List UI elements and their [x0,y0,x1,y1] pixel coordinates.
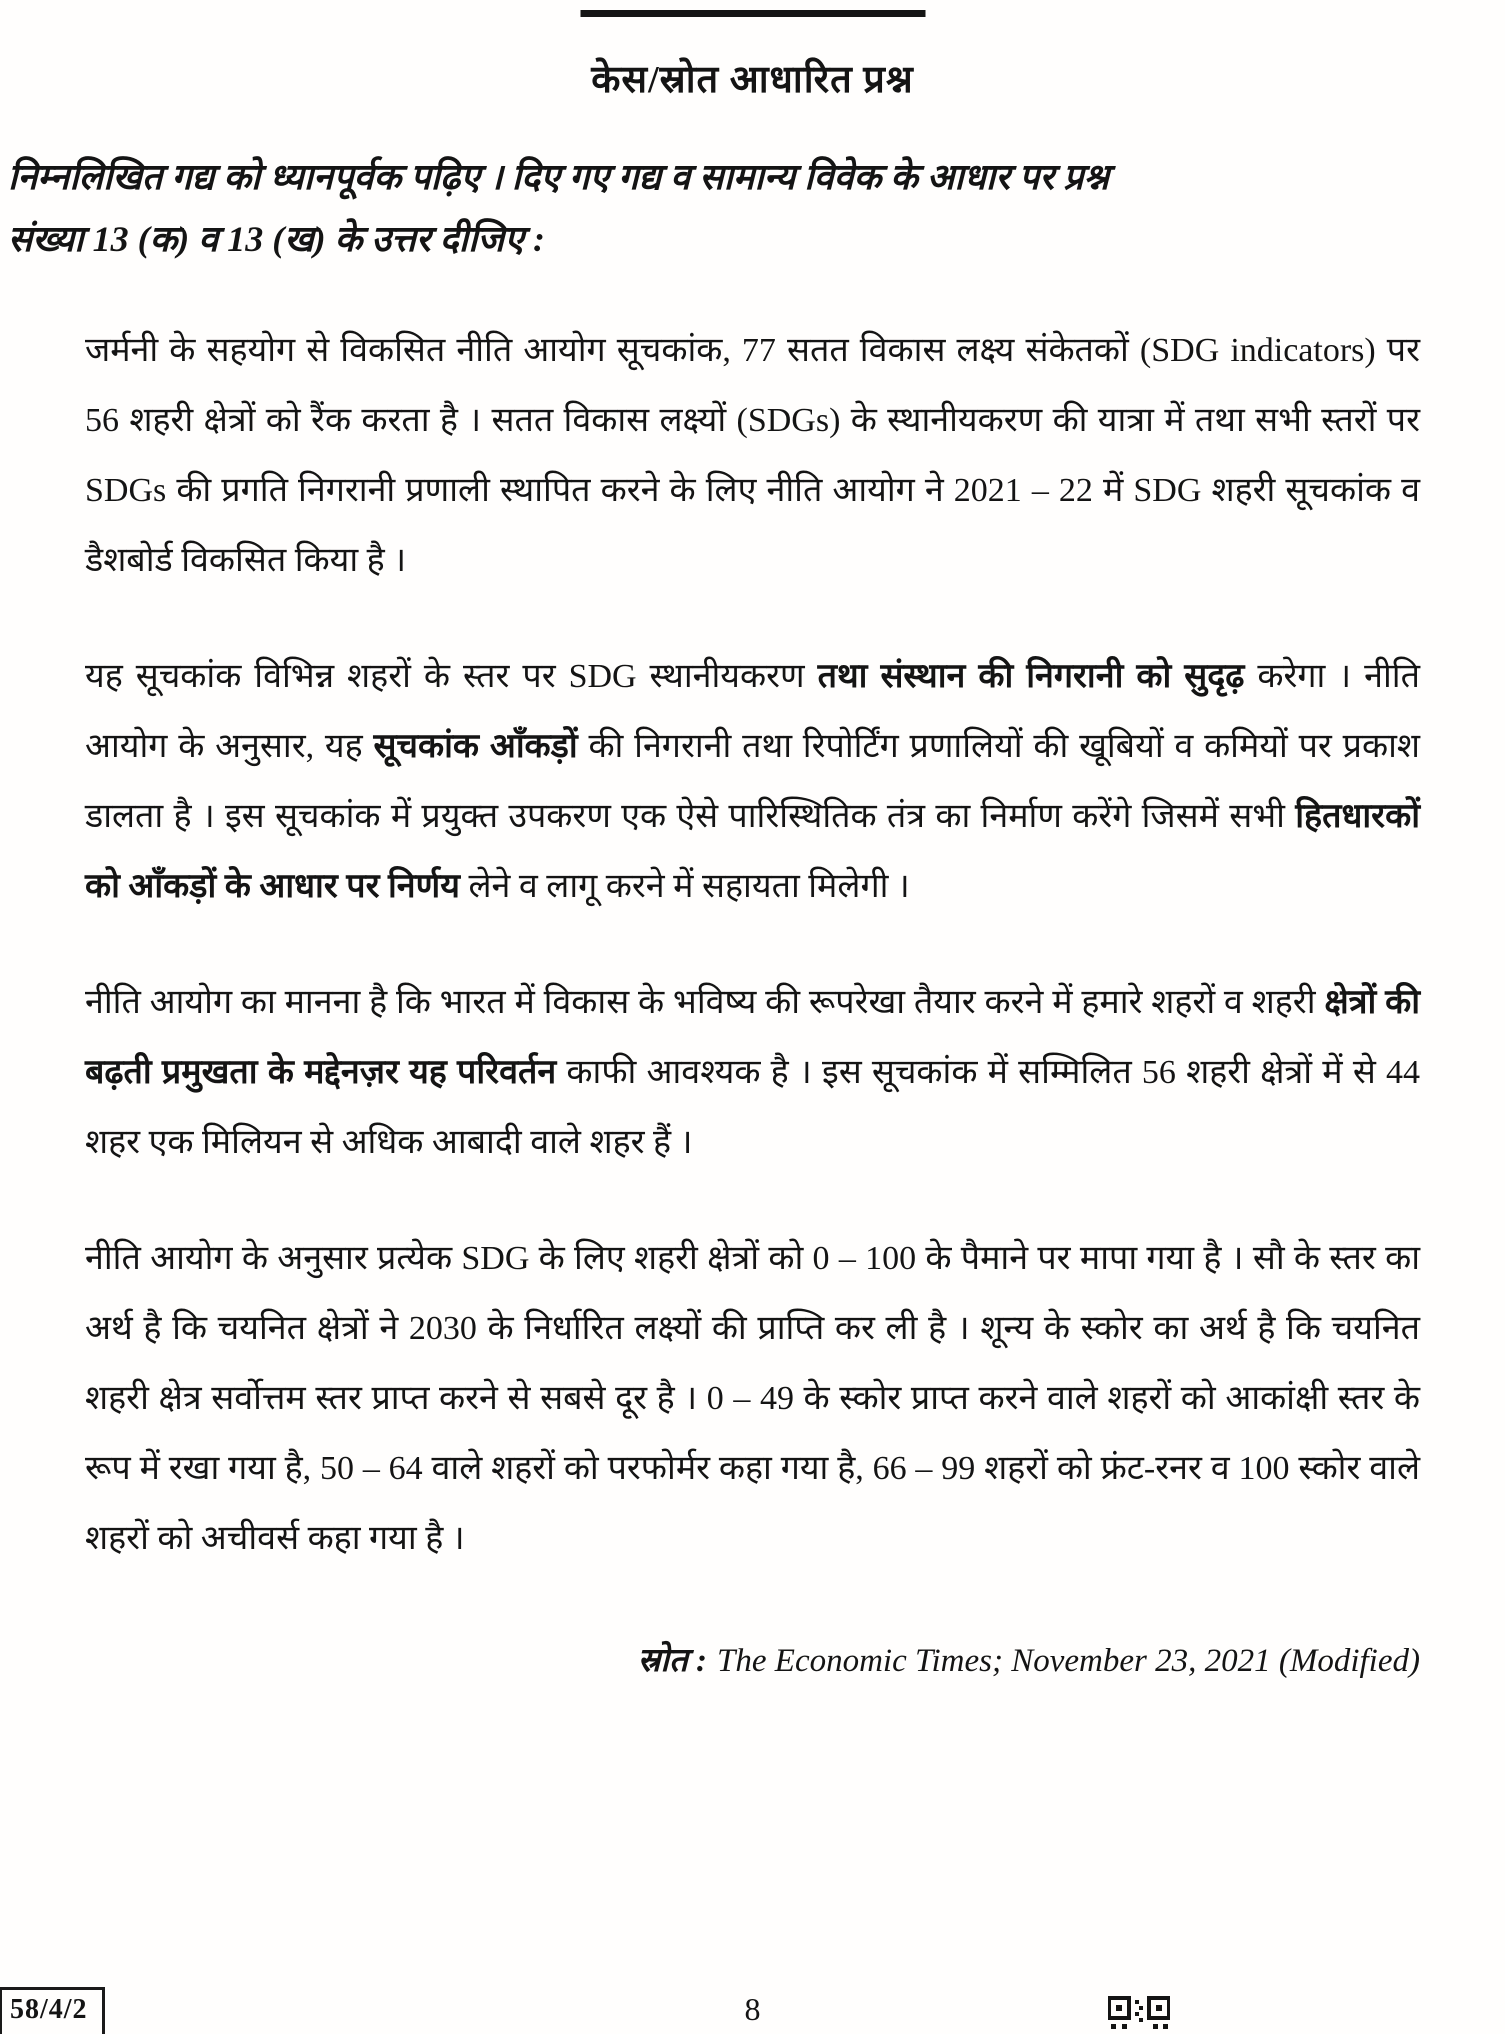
text-run: यह सूचकांक विभिन्न शहरों के स्तर पर SDG स्थानीयकरण [85,658,818,695]
instructions-block [8,146,1495,270]
bold-text-run: तथा संस्थान की निगरानी को सुदृढ़ [817,658,1245,695]
text-run: नीति आयोग का मानना है कि भारत में विकास के भविष्य की रूपरेखा तैयार करने में हमारे शहरों व शहरी [85,984,1325,1021]
text-run: की निगरानी तथा रिपोर्टिंग प्रणालियों की खूबियों व कमियों पर प्रकाश डालता है । इस सूचकांक में प्रयुक्त उपकरण एक ऐसे पारिस्थितिक तंत्र का निर्माण करेंगे जिसमें सभी [85,728,1420,835]
passage-paragraph-1 [85,316,1420,596]
passage-paragraph-3 [85,968,1420,1178]
qr-code-icon [1108,1996,1170,2034]
page-number: 8 [744,1991,761,2027]
passage-block [85,316,1420,1574]
instructions-line-2: संख्या 13 (क) व 13 (ख) के उत्तर दीजिए : [8,219,546,259]
text-run: करेगा । नीति आयोग के अनुसार, यह [85,658,1420,765]
source-text: The Economic Times; November 23, 2021 (Modified) [717,1643,1420,1679]
instructions-line-1: निम्नलिखित गद्य को ध्यानपूर्वक पढ़िए । दिए गए गद्य व सामान्य विवेक के आधार पर प्रश्न [8,157,1110,197]
section-title: केस/स्रोत आधारित प्रश्न [591,59,914,101]
source-attribution [0,1636,1420,1681]
top-divider-rule [580,10,925,17]
bold-text-run: क्षेत्रों की बढ़ती प्रमुखता के मद्देनज़र यह परिवर्तन [85,984,1421,1091]
bold-text-run: हितधारकों को आँकड़ों के आधार पर निर्णय [85,798,1420,905]
passage-paragraph-2 [85,642,1420,922]
bold-text-run: सूचकांक आँकड़ों [373,728,578,765]
text-run: लेने व लागू करने में सहायता मिलेगी । [459,868,910,905]
source-label: स्रोत : [637,1643,708,1679]
text-run: जर्मनी के सहयोग से विकसित नीति आयोग सूचकांक, 77 सतत विकास लक्ष्य संकेतकों (SDG indicators) पर 56 शहरी क्षेत्रों को रैंक करता है । सतत विकास लक्ष्यों (SDGs) के स्थानीयकरण की यात्रा में तथा सभी स्तरों पर SDGs की प्रगति निगरानी प्रणाली स्थापित करने के लिए नीति आयोग ने 2021 – 22 में SDG शहरी सूचकांक व डैशबोर्ड विकसित किया है । [85,332,1420,579]
passage-paragraph-4 [85,1224,1420,1574]
paper-code-box: 58/4/2 [0,1987,105,2034]
text-run: काफी आवश्यक है । इस सूचकांक में सम्मिलित 56 शहरी क्षेत्रों में से 44 शहर एक मिलियन से अधिक आबादी वाले शहर हैं । [85,1054,1420,1161]
text-run: नीति आयोग के अनुसार प्रत्येक SDG के लिए शहरी क्षेत्रों को 0 – 100 के पैमाने पर मापा गया है । सौ के स्तर का अर्थ है कि चयनित क्षेत्रों ने 2030 के निर्धारित लक्ष्यों की प्राप्ति कर ली है । शून्य के स्कोर का अर्थ है कि चयनित शहरी क्षेत्र सर्वोत्तम स्तर प्राप्त करने से सबसे दूर है । 0 – 49 के स्कोर प्राप्त करने वाले शहरों को आकांक्षी स्तर के रूप में रखा गया है, 50 – 64 वाले शहरों को परफोर्मर कहा गया है, 66 – 99 शहरों को फ्रंट-रनर व 100 स्कोर वाले शहरों को अचीवर्स कहा गया है । [85,1240,1420,1557]
